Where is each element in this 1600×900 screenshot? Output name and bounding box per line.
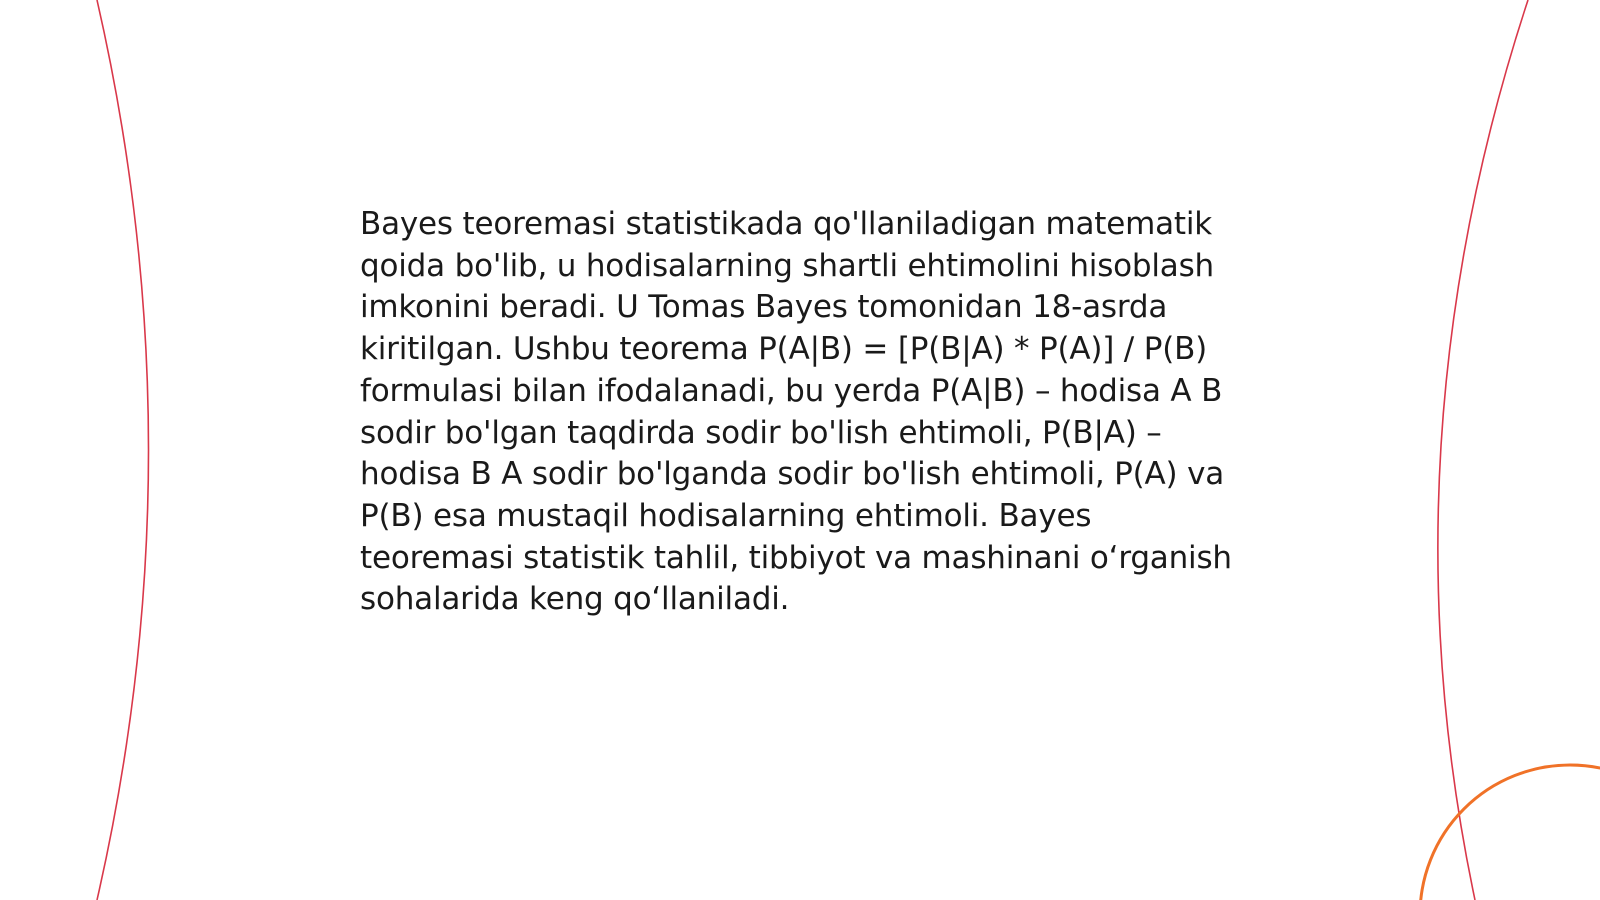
slide-body-text: Bayes teoremasi statistikada qo'llaniladigan matematik qoida bo'lib, u hodisalarning shartli ehtimolini hisoblash imkonini beradi. U Tomas Bayes tomonidan 18-asrda kiritilgan. Ushbu teorema P(A|B) = [P(B|A) * P(A)] / P(B) formulasi bilan ifodalanadi, bu yerda P(A|B) – hodisa A B sodir bo'lgan taqdirda sodir bo'lish ehtimoli, P(B|A) – hodisa B A sodir bo'lganda sodir bo'lish ehtimoli, P(A) va P(B) esa mustaqil hodisalarning ehtimoli. Bayes teoremasi statistik tahlil, tibbiyot va mashinani oʻrganish sohalarida keng qoʻllaniladi. — [360, 206, 1232, 618]
corner-circle-decoration — [1420, 765, 1600, 900]
left-arc-decoration — [97, 0, 149, 900]
right-arc-decoration — [1438, 0, 1528, 900]
